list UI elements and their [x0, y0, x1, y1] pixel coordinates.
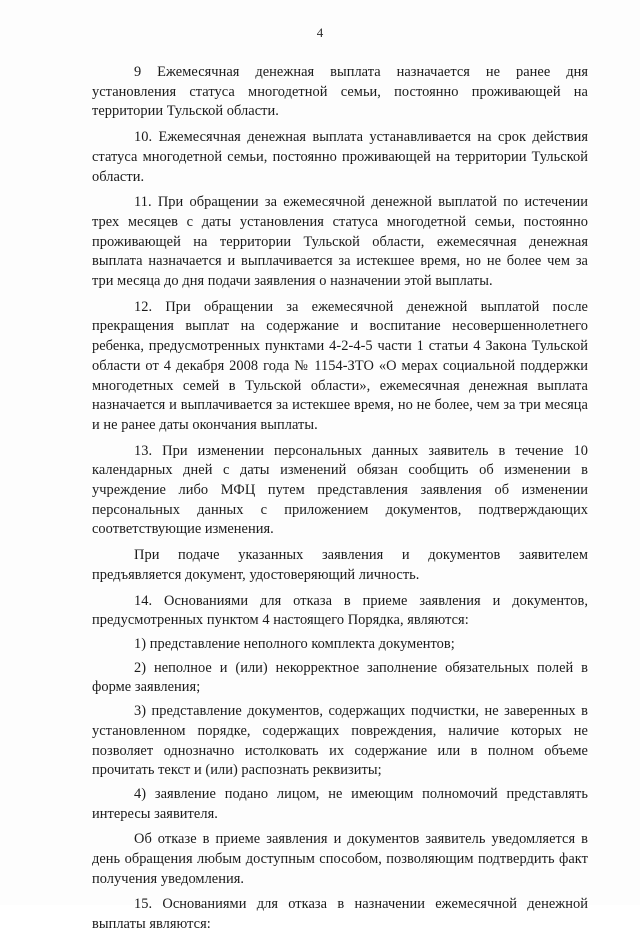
page-number: 4: [316, 25, 324, 40]
paragraph-13: 13. При изменении персональных данных заявитель в течение 10 календарных дней с даты изменений обязан сообщить об изменении в учреждение либо МФЦ путем представления заявления об изменении персональных данных с приложением документов, подтверждающих соответствующие изменения.: [92, 442, 588, 538]
paragraph-10: 10. Ежемесячная денежная выплата устанавливается на срок действия статуса многодетной семьи, постоянно проживающей на территории Тульской области.: [92, 129, 588, 185]
paragraph-14-item-3: 3) представление документов, содержащих подчистки, не заверенных в установленном порядке, содержащих повреждения, наличие которых не позволяет однозначно истолковать их содержание или в полном объеме прочитать текст и (или) распознать реквизиты;: [92, 703, 588, 779]
paragraph-13-identity: При подаче указанных заявления и документов заявителем предъявляется документ, удостоверяющий личность.: [92, 547, 588, 583]
paragraph-15: 15. Основаниями для отказа в назначении ежемесячной денежной выплаты являются:: [92, 896, 588, 933]
paragraph-14-notice: Об отказе в приеме заявления и документов заявитель уведомляется в день обращения любым доступным способом, позволяющим подтвердить факт получения уведомления.: [92, 831, 588, 887]
paragraph-14-item-2: 2) неполное и (или) некорректное заполнение обязательных полей в форме заявления;: [92, 659, 588, 696]
paragraph-9: 9 Ежемесячная денежная выплата назначается не ранее дня установления статуса многодетной семьи, постоянно проживающей на территории Тульской области.: [92, 64, 588, 120]
paragraph-14: 14. Основаниями для отказа в приеме заявления и документов, предусмотренных пунктом 4 настоящего Порядка, являются:: [92, 592, 588, 629]
paragraph-14-item-4: 4) заявление подано лицом, не имеющим полномочий представлять интересы заявителя.: [92, 785, 588, 822]
document-body: [92, 63, 588, 941]
paragraph-11: 11. При обращении за ежемесячной денежной выплатой по истечении трех месяцев с даты установления статуса многодетной семьи, постоянно проживающей на территории Тульской области, ежемесячная денежная выплата назначается и выплачивается за истекшее время, но не более чем за три месяца до дня подачи заявления о назначении этой выплаты.: [92, 194, 588, 290]
paragraph-14-item-1: 1) представление неполного комплекта документов;: [134, 635, 455, 652]
paragraph-12: 12. При обращении за ежемесячной денежной выплатой после прекращения выплат на содержание и воспитание несовершеннолетнего ребенка, предусмотренных пунктами 4-2-4-5 части 1 статьи 4 Закона Тульской области от 4 декабря 2008 года № 1154-ЗТО «О мерах социальной поддержки многодетных семей в Тульской области», ежемесячная денежная выплата назначается и выплачивается за истекшее время, но не более, чем за три месяца и не ранее даты окончания выплаты.: [92, 298, 588, 433]
